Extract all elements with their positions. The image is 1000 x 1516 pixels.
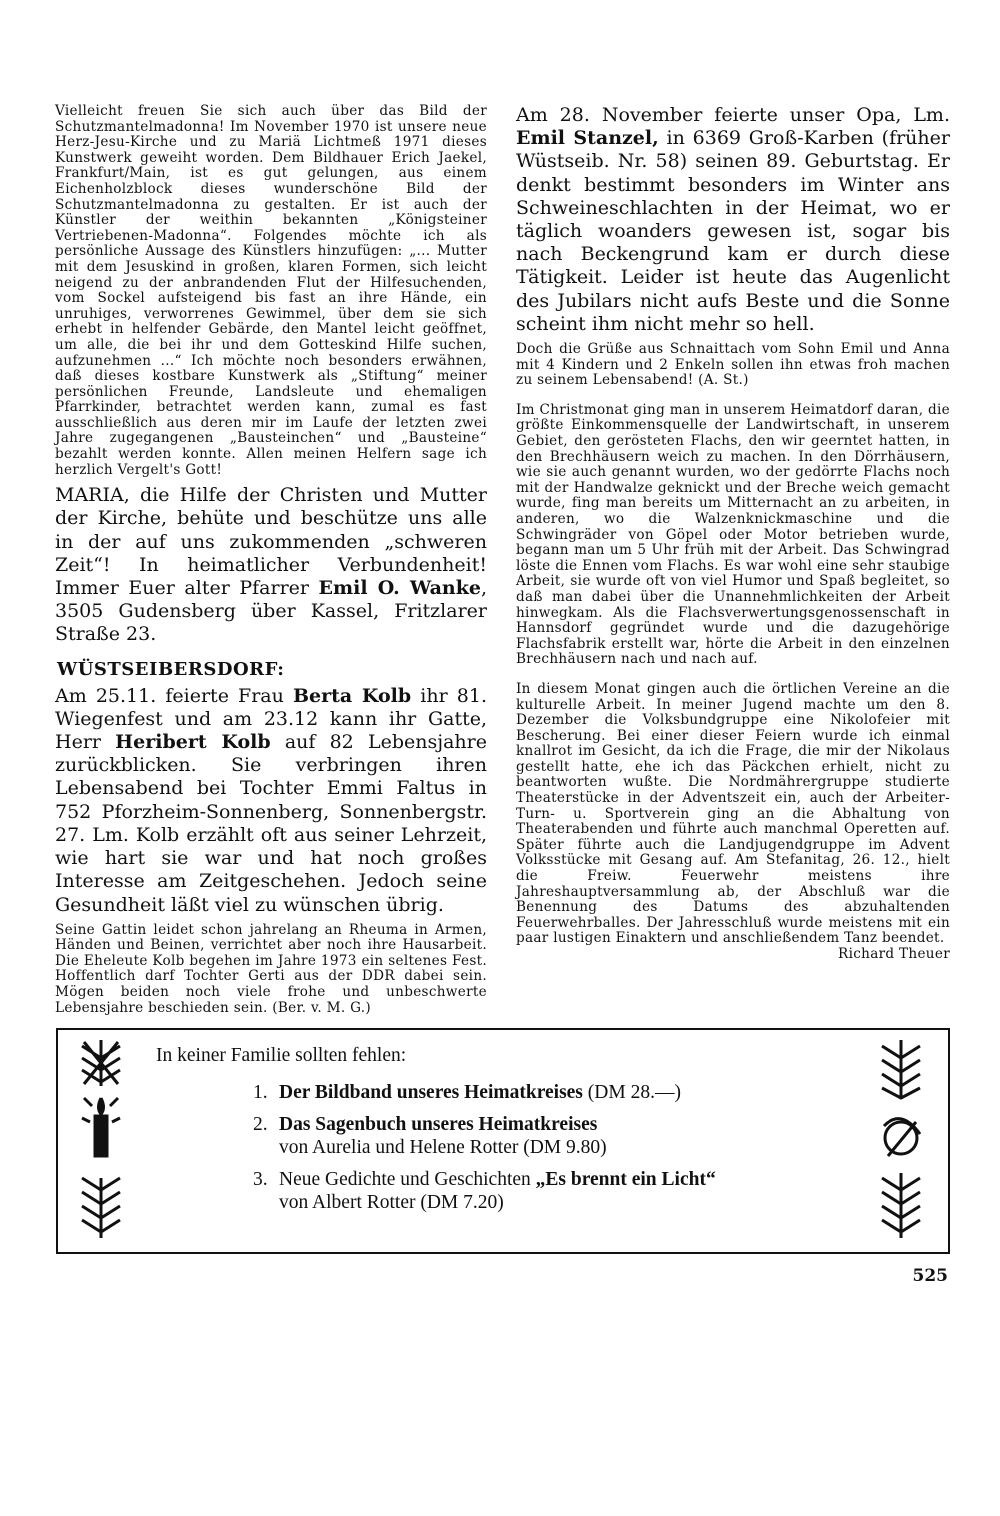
advert-item: [253, 1081, 858, 1104]
article-closing-greeting: [55, 484, 487, 646]
item-number: 1.: [253, 1082, 268, 1104]
book-author-price: von Aurelia und Helene Rotter (DM 9.80): [279, 1137, 607, 1159]
item-number: 2.: [253, 1114, 268, 1136]
item-number: 3.: [253, 1169, 268, 1191]
text: ihr 81. Wiegenfest und am 23.12 kann ihr Gatte, Herr: [55, 684, 487, 754]
text: Am 28. November feierte unser Opa, Lm.: [516, 104, 950, 126]
section-heading: WÜSTSEIBERSDORF:: [57, 658, 285, 680]
text: Am 25.11. feierte Frau: [55, 684, 293, 707]
fir-branch-candle-ornament-icon: [78, 1038, 124, 1243]
article-stanzel: [516, 104, 950, 336]
price: (DM 28.—): [582, 1082, 681, 1104]
advert-title: In keiner Familie sollten fehlen:: [156, 1045, 407, 1067]
article-kolb-continued: Seine Gattin leidet schon jahrelang an Rheuma in Armen, Händen und Beinen, verrichtet aber noch ihre Hausarbeit. Die Eheleute Kolb begehen im Jahre 1973 ein seltenes Fest. Hoffentlich darf Tochter Gerti aus der DDR dabei sein. Mögen beiden noch viele frohe und unbeschwerte Lebensjahre beschieden sein. (Ber. v. M. G.): [55, 921, 487, 1016]
text: In diesem Monat gingen auch die örtlichen Vereine an die kulturelle Arbeit. In meiner Jugend machte um den 8. Dezember die Volksbundgruppe eine Nikolofeier mit Bescherung. Bei einer dieser Feiern wurde ich einmal knallrot im Gesicht, da ich die Frage, die mir der Nikolaus gestellt hatte, ehe ich das Päckchen erhielt, nicht zu beantworten wußte. Die Nordmährergruppe studierte Theaterstücke in der Adventszeit ein, auch der Arbeiter-Turn- u. Sportverein ging an die Abhaltung von Theaterabenden und führte auch manchmal Operetten auf. Später führte auch die Landjugendgruppe im Advent Volksstücke mit Gesang auf. Am Stefanitag, 26. 12., hielt die Freiw. Feuerwehr meistens ihre Jahreshauptversammlung ab, der Abschluß war die Benennung des Datums des abzuhaltenden Feuerwehrballes. Der Jahresschluß wurde meistens mit ein paar lustigen Einaktern und anschließendem Tanz beendet.: [516, 680, 950, 947]
text: auf 82 Lebensjahre zurückblicken. Sie verbringen ihren Lebensabend bei Tochter Emmi Faltus in 752 Pforzheim-Sonnenberg, Sonnenbergstr. 27. Lm. Kolb erzählt oft aus seiner Lehrzeit, wie hart sie war und hat noch großes Interesse am Zeitgeschehen. Jedoch seine Gesundheit läßt viel zu wünschen übrig.: [55, 731, 487, 916]
page-number: 525: [912, 1266, 948, 1287]
text: Neue Gedichte und Geschichten: [279, 1169, 536, 1191]
text: , 3505 Gudensberg über Kassel, Fritzlarer Straße 23.: [55, 577, 487, 646]
signature: Richard Theuer: [838, 946, 950, 962]
book-title: Das Sagenbuch unseres Heimatkreises: [279, 1114, 598, 1136]
article-madonna: Vielleicht freuen Sie sich auch über das Bild der Schutzmantelmadonna! Im November 1970 ist unsere neue Herz-Jesu-Kirche und zu Mariä Lichtmeß 1971 dieses Kunstwerk geweiht worden. Dem Bildhauer Erich Jaekel, Frankfurt/Main, ist es gut gelungen, aus einem Eichenholzblock dieses wunderschöne Bild der Schutzmantelmadonna zu gestalten. Er ist auch der Künstler der weithin bekannten „Königsteiner Vertriebenen-Madonna“. Folgendes möchte ich als persönliche Aussage des Künstlers hinzufügen: „... Mutter mit dem Jesuskind in großen, klaren Formen, sich leicht neigend zu der anbrandenden Flut der Hilfesuchenden, vom Sockel aufsteigend bis fast an ihre Hände, ein unruhiges, verworrenes Gewimmel, über dem sie sich erhebt in helfender Gebärde, den Mantel leicht geöffnet, um alle, die bei ihr und dem Gotteskind Hilfe suchen, aufzunehmen ...“ Ich möchte noch besonders erwähnen, daß dieses kostbare Kunstwerk als „Stiftung“ meiner persönlichen Freunde, Landsleute und ehemaligen Pfarrkinder, betrachtet werden kann, zumal es fast ausschließlich aus deren mir im Laufe der letzten zwei Jahre zugegangenen „Bausteinchen“ und „Bausteine“ bezahlt werden konnte. Allen meinen Helfern sage ich herzlich Vergelt's Gott!: [55, 103, 487, 478]
article-vereine: [516, 682, 950, 963]
advert-item: [253, 1113, 858, 1159]
person-name: Emil Stanzel,: [516, 127, 659, 150]
article-stanzel-greeting: Doch die Grüße aus Schnaittach vom Sohn Emil und Anna mit 4 Kindern und 2 Enkeln sollen ihn etwas froh machen zu seinem Lebensabend! (A. St.): [516, 341, 950, 389]
left-column: [55, 104, 487, 1016]
person-name: Berta Kolb: [292, 684, 412, 707]
book-author-price: von Albert Rotter (DM 7.20): [279, 1192, 504, 1214]
article-kolb: [55, 685, 487, 917]
text: MARIA, die Hilfe der Christen und Mutter der Kirche, behüte und beschütze uns alle in der auf uns zukommenden „schweren Zeit“! In heimatlicher Verbundenheit! Immer Euer alter Pfarrer: [55, 484, 487, 600]
two-column-body: [55, 104, 950, 1016]
right-column: [516, 104, 950, 963]
author-name: Emil O. Wanke: [318, 577, 481, 600]
book-title: Der Bildband unseres Heimatkreises: [279, 1082, 583, 1104]
book-advert-box: [56, 1028, 950, 1254]
text: in 6369 Groß-Karben (früher Wüstseib. Nr. 58) seinen 89. Geburtstag. Er denkt bestimmt besonders im Winter ans Schweineschlachten in der Heimat, wo er täglich woanders gewesen ist, sogar bis nach Beckengrund kam er durch diese Tätigkeit. Leider ist heute das Augenlicht des Jubilars nicht aufs Beste und die Sonne scheint ihm nicht mehr so hell.: [516, 127, 950, 335]
fir-branch-horn-ornament-icon: [878, 1038, 924, 1243]
book-title: „Es brennt ein Licht“: [535, 1169, 716, 1191]
article-flachs: Im Christmonat ging man in unserem Heimatdorf daran, die größte Einkommensquelle der Landwirtschaft, in unserem Gebiet, den gerösteten Flachs, den wir geerntet hatten, in den Brechhäusern weich zu machen. In den Dörrhäusern, wie sie auch genannt wurden, wo der gedörrte Flachs noch mit der Handwalze geknickt und der Breche weich gemacht wurde, fing man bereits um Mitternacht an zu arbeiten, in anderen, wo die Walzenknickmaschine und die Schwingräder von Göpel oder Motor betrieben wurde, begann man um 5 Uhr früh mit der Arbeit. Das Schwingrad löste die Ennen vom Flachs. Es war wohl eine sehr staubige Arbeit, sie wurde oft von viel Humor und Spaß begleitet, so daß man dabei über die Unannehmlichkeiten der Arbeit hinwegkam. Als die Flachsverwertungsgenossenschaft in Hannsdorf gegründet wurde und die dazugehörige Flachsfabrik erstellt war, hörte die Arbeit in den einzelnen Brechhäusern nach und nach auf.: [516, 401, 950, 668]
person-name: Heribert Kolb: [115, 731, 271, 754]
advert-item: [253, 1168, 858, 1214]
